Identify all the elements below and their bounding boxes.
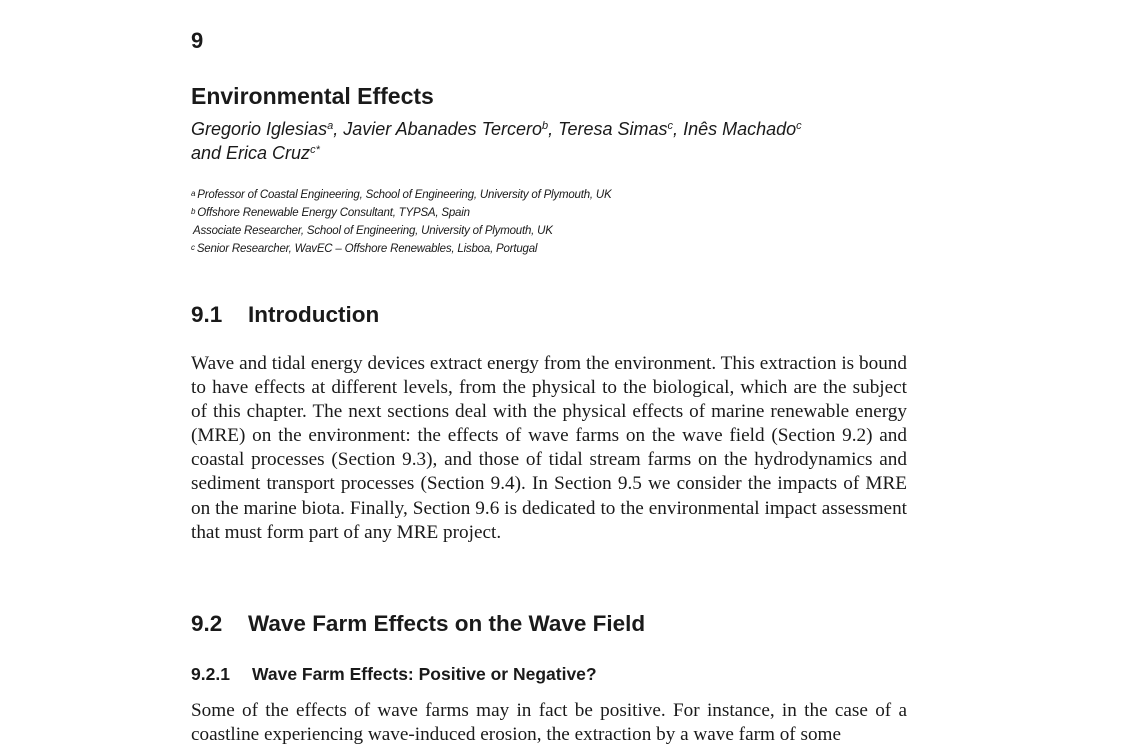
- author-name: Inês Machado: [683, 119, 797, 139]
- author-mark: c*: [310, 144, 320, 156]
- affiliation-text: Associate Researcher, School of Engineering, University of Plymouth, UK: [193, 225, 553, 237]
- affiliation: [191, 240, 611, 258]
- affiliation-text: Professor of Coastal Engineering, School of Engineering, University of Plymouth, UK: [197, 189, 612, 201]
- author-name: Gregorio Iglesias: [191, 119, 328, 139]
- affiliation-mark: b: [191, 207, 196, 216]
- author-separator: ,: [333, 119, 344, 139]
- affiliation: [191, 186, 611, 204]
- author-mark: b: [542, 120, 549, 132]
- chapter-title: Environmental Effects: [191, 83, 434, 109]
- author-name: Javier Abanades Tercero: [343, 119, 543, 139]
- author-separator: ,: [548, 119, 559, 139]
- affiliation: [191, 222, 611, 240]
- affiliation: [191, 204, 611, 222]
- affiliation-text: Senior Researcher, WavEC – Offshore Renewables, Lisboa, Portugal: [196, 243, 538, 255]
- author-name: and Erica Cruz: [191, 143, 311, 163]
- author-mark: a: [327, 120, 334, 132]
- author-mark: c: [796, 120, 802, 132]
- section-title: Introduction: [248, 302, 380, 327]
- intro-paragraph: Wave and tidal energy devices extract energy from the environment. This extraction is bound to have effects at different levels, from the physical to the biological, which are the subject of this chapter. The next sections deal with the physical effects of marine renewable energy (MRE) on the environment: the effects of wave farms on the wave field (Section 9.2) and coastal processes (Section 9.3), and those of tidal stream farms on the hydrodynamics and sediment transport processes (Section 9.4). In Section 9.5 we consider the impacts of MRE on the marine biota. Finally, Section 9.6 is dedicated to the environmental impact assessment that must form part of any MRE project.: [191, 353, 907, 543]
- section-heading-wave-field: [191, 611, 645, 637]
- affiliation-text: Offshore Renewable Energy Consultant, TYPSA, Spain: [197, 207, 470, 219]
- chapter-number: 9: [191, 28, 204, 53]
- author-name: Teresa Simas: [558, 119, 668, 139]
- affiliation-mark: a: [191, 189, 196, 198]
- subsection-title: Wave Farm Effects: Positive or Negative?: [252, 664, 597, 684]
- author-separator: ,: [673, 119, 684, 139]
- section-title: Wave Farm Effects on the Wave Field: [248, 611, 646, 636]
- author-mark: c: [667, 120, 674, 132]
- section-number: 9.1: [191, 302, 223, 327]
- wave-farm-paragraph: Some of the effects of wave farms may in fact be positive. For instance, in the case of a coastline experiencing wave-induced erosion, the extraction by a wave farm of some: [191, 700, 907, 746]
- author-list: [191, 117, 891, 165]
- subsection-number: 9.2.1: [191, 664, 230, 684]
- affiliation-mark: c: [191, 243, 195, 252]
- affiliation-list: [191, 186, 611, 258]
- section-number: 9.2: [191, 611, 223, 636]
- subsection-heading: [191, 664, 597, 685]
- section-heading-introduction: [191, 302, 379, 328]
